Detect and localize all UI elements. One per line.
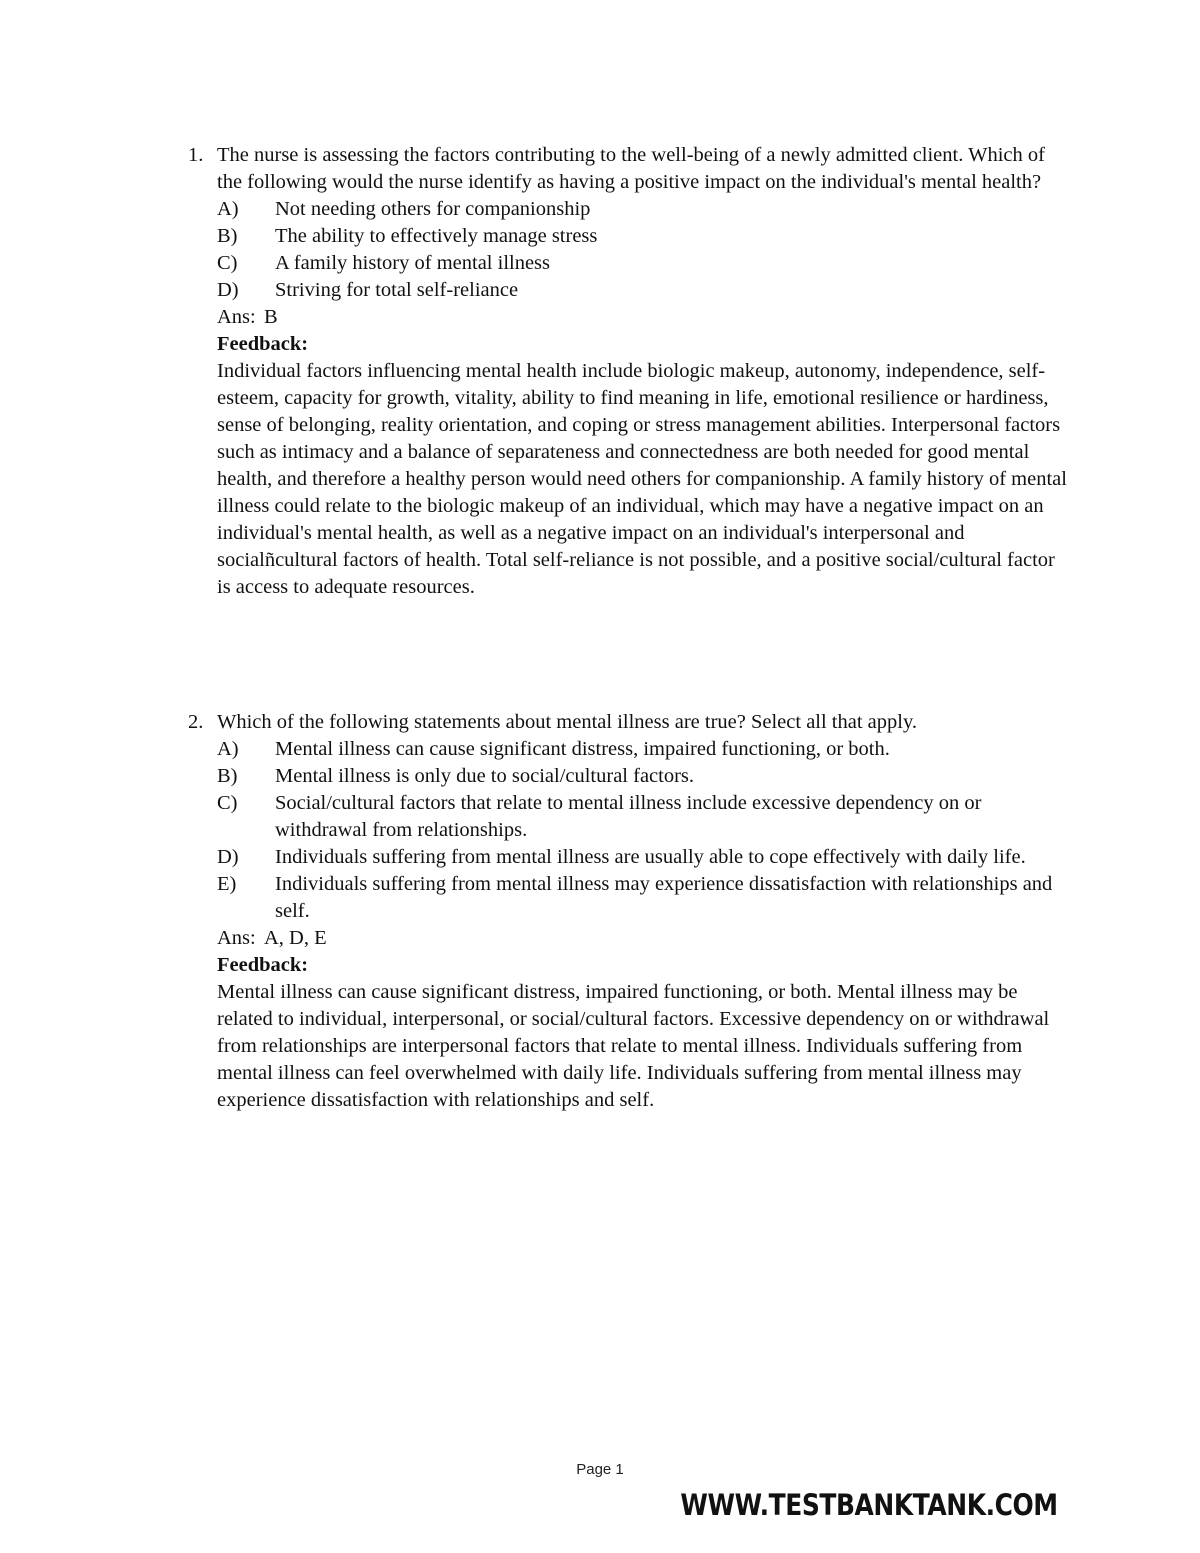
option-text: Mental illness can cause significant distress, impaired functioning, or both.	[275, 738, 890, 760]
option-b	[217, 763, 1068, 790]
question-stem: Which of the following statements about mental illness are true? Select all that apply.	[217, 711, 918, 733]
option-text: Not needing others for companionship	[275, 198, 591, 220]
option-b	[217, 223, 1068, 250]
answer-value: B	[264, 306, 278, 328]
option-c	[217, 790, 1068, 844]
option-letter: D)	[217, 846, 239, 868]
option-letter: C)	[217, 252, 238, 274]
feedback-label: Feedback:	[217, 954, 309, 976]
option-letter: B)	[217, 765, 238, 787]
feedback-text: Mental illness can cause significant distress, impaired functioning, or both. Mental illness may be related to individual, interpersonal, or social/cultural factors. Excessive dependency on or withdrawal from relationships are interpersonal factors that relate to mental illness. Individuals suffering from mental illness can feel overwhelmed with daily life. Individuals suffering from mental illness may experience dissatisfaction with relationships and self.	[217, 981, 1050, 1111]
question-number: 2.	[188, 711, 204, 733]
option-letter: D)	[217, 279, 239, 301]
option-a	[217, 736, 1068, 763]
option-text: Social/cultural factors that relate to mental illness include excessive dependency on or withdrawal from relationships.	[275, 792, 982, 841]
answer-options	[217, 196, 1068, 304]
option-letter: B)	[217, 225, 238, 247]
option-text: Mental illness is only due to social/cultural factors.	[275, 765, 695, 787]
question-1	[188, 142, 1068, 601]
option-letter: A)	[217, 198, 239, 220]
option-a	[217, 196, 1068, 223]
page-number: Page 1	[576, 1461, 624, 1478]
answer-value: A, D, E	[264, 927, 327, 949]
option-letter: A)	[217, 738, 239, 760]
answer-row	[217, 304, 1068, 331]
question-2	[188, 709, 1068, 1114]
feedback-text: Individual factors influencing mental health include biologic makeup, autonomy, independence, self-esteem, capacity for growth, vitality, ability to find meaning in life, emotional resilience or hardiness, sense of belonging, reality orientation, and coping or stress management abilities. Interpersonal factors such as intimacy and a balance of separateness and connectedness are both needed for good mental health, and therefore a healthy person would need others for companionship. A family history of mental illness could relate to the biologic makeup of an individual, which may have a negative impact on an individual's mental health, as well as a negative impact on an individual's interpersonal and socialñcultural factors of health. Total self-reliance is not possible, and a positive social/cultural factor is access to adequate resources.	[217, 360, 1067, 598]
answer-label: Ans:	[217, 927, 256, 949]
feedback-label: Feedback:	[217, 333, 309, 355]
option-letter: C)	[217, 792, 238, 814]
answer-label: Ans:	[217, 306, 256, 328]
option-text: Striving for total self-reliance	[275, 279, 519, 301]
option-d	[217, 844, 1068, 871]
option-text: Individuals suffering from mental illness may experience dissatisfaction with relationships and self.	[275, 873, 1053, 922]
question-stem: The nurse is assessing the factors contributing to the well-being of a newly admitted client. Which of the following would the nurse identify as having a positive impact on the individual's mental health?	[217, 144, 1045, 193]
option-text: The ability to effectively manage stress	[275, 225, 598, 247]
option-c	[217, 250, 1068, 277]
option-text: Individuals suffering from mental illness are usually able to cope effectively with daily life.	[275, 846, 1026, 868]
question-number: 1.	[188, 144, 204, 166]
option-e	[217, 871, 1068, 925]
option-letter: E)	[217, 873, 237, 895]
website-watermark: WWW.TESTBANKTANK.COM	[680, 1488, 1058, 1522]
answer-options	[217, 736, 1068, 925]
answer-row	[217, 925, 1068, 952]
option-d	[217, 277, 1068, 304]
option-text: A family history of mental illness	[275, 252, 551, 274]
